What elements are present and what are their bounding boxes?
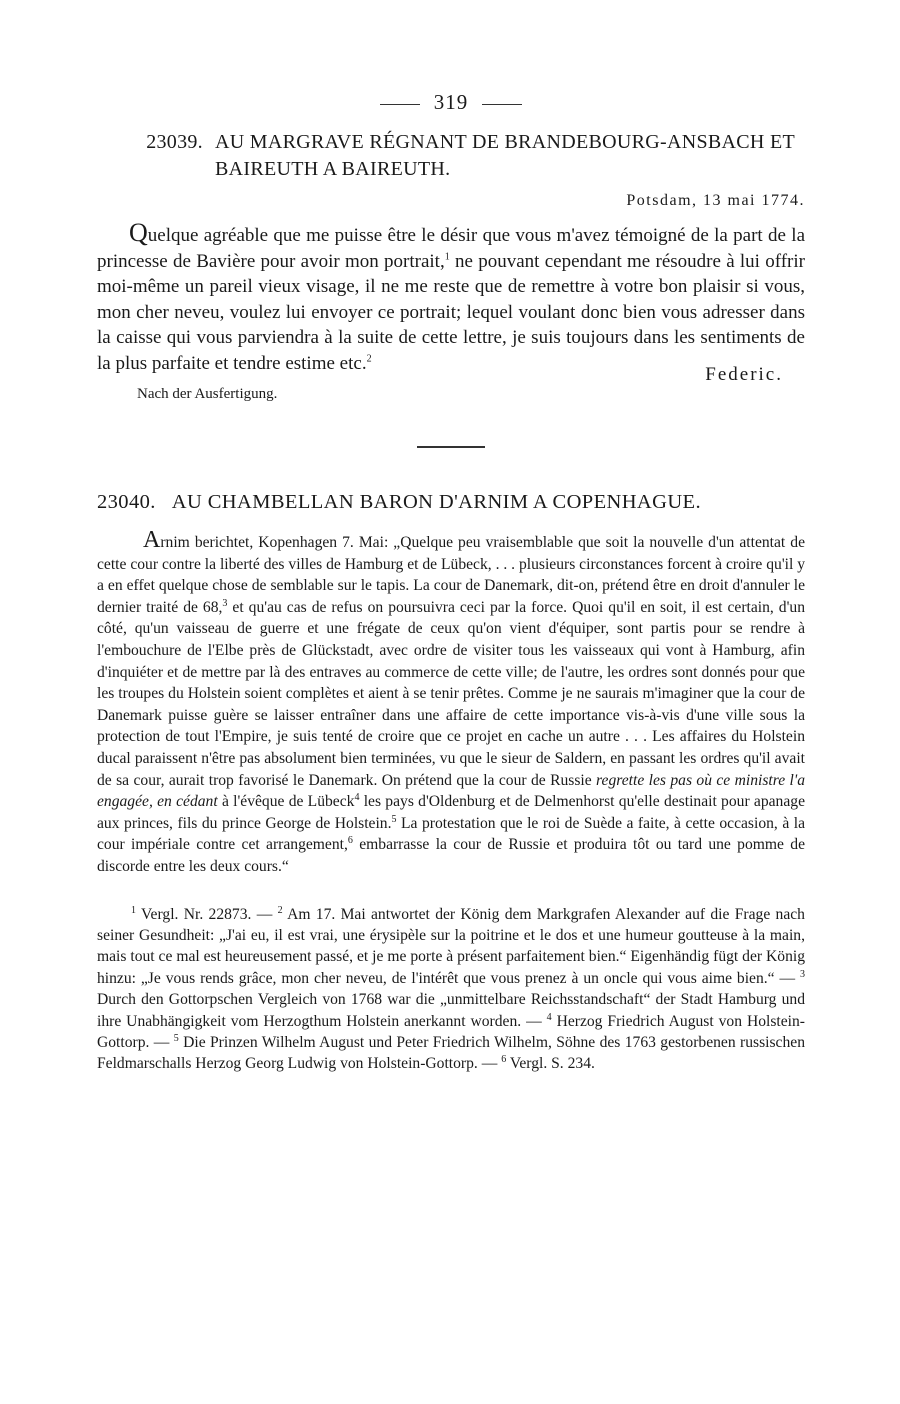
section2-text-italic: regrette les pas où ce ministre l'a engagée, en cédant	[97, 771, 805, 811]
section2-text-g: embarrasse la cour de Russie et produira tôt ou tard une pomme de discorde entre les deux cours.“	[97, 836, 806, 875]
footnote-2: Am 17. Mai antwortet der König dem Markgrafen Alexander auf die Frage nach seiner Gesundheit: „J'ai eu, il est vrai, une érysipèle sur la poitrine et le dos et une humeur goutteuse à la main, mais tout ce mal est heureusement passé, et je me porte à présent parfaitement bien.“ Eigenhändig fügt der König hinzu: „Je vous rends grâce, mon cher neveu, de l'intérêt que vous prenez à un oncle qui vous aime bien.“ —	[97, 905, 805, 987]
letter-text-part2: ne pouvant cependant me résoudre à lui offrir moi-même un pareil vieux visage, il ne me reste que de remettre à votre bon plaisir si vous, mon cher neveu, voulez lui envoyer ce portrait; lequel voulant donc bien vous adresser dans la caisse qui vous parviendra à la suite de cette lettre, je suis toujours dans les sentiments de la plus parfaite et tendre estime etc.	[97, 250, 805, 374]
letter-dateline: Potsdam, 13 mai 1774.	[626, 192, 805, 209]
footnote-4-mark: 4	[546, 1011, 552, 1023]
footnote-5: Die Prinzen Wilhelm August und Peter Friedrich Wilhelm, Söhne des 1763 gestorbenen russischen Feldmarschalls Herzog Georg Ludwig von Holstein-Gottorp. —	[97, 1033, 805, 1073]
page	[97, 84, 805, 1075]
footnotes	[97, 904, 805, 1075]
letter-closing	[97, 364, 805, 416]
section2-text-f: La protestation que le roi de Suède a faite, à cette occasion, à la cour impériale contre cet arrangement,	[97, 814, 805, 854]
signature: Federic.	[705, 364, 783, 385]
letter-number: 23039.	[146, 131, 203, 153]
footnote-6: Vergl. S. 234.	[506, 1055, 595, 1073]
footnote-5-mark: 5	[173, 1032, 179, 1044]
page-number-line	[97, 84, 805, 120]
source-note: Nach der Ausfertigung.	[137, 386, 278, 402]
footnote-ref-1: 1	[444, 251, 450, 263]
section2-text-a: rnim berichtet, Kopenhagen 7. Mai: „Quelque peu vraisemblable que soit la nouvelle d'un attentat de cette cour contre la liberté des villes de Hamburg et de Lübeck, . . . plusieurs circonstances forcent à croire qu'il y a en effet quelque chose de semblable sur le tapis. La cour de Danemark, dit-on, prétend être en droit d'annuler le dernier traité de 68,	[97, 534, 805, 616]
section2-number: 23040.	[97, 491, 156, 513]
section2-heading	[97, 488, 805, 516]
footnote-1-mark: 1	[131, 904, 136, 916]
section2-title: AU CHAMBELLAN BARON D'ARNIM A COPENHAGUE.	[171, 491, 701, 513]
section2-footnote-ref-3: 3	[222, 597, 228, 609]
section-divider	[417, 446, 485, 448]
section2-footnote-ref-5: 5	[391, 813, 397, 825]
page-number-dash-right	[482, 104, 522, 105]
letter-text-part1: uelque agréable que me puisse être le désir que vous m'avez témoigné de la part de la princesse de Bavière pour avoir mon portrait,	[97, 225, 805, 272]
letter-drop-initial: Q	[129, 218, 148, 247]
letter-body	[97, 220, 805, 376]
footnote-2-mark: 2	[277, 904, 283, 916]
section2-footnote-ref-4: 4	[354, 791, 360, 803]
footnote-ref-2: 2	[366, 353, 372, 365]
letter-title: AU MARGRAVE RÉGNANT DE BRANDEBOURG-ANSBACH ET BAIREUTH A BAIREUTH.	[215, 131, 795, 180]
section2-drop-initial: A	[143, 527, 161, 553]
section2-text-d: à l'évêque de Lübeck	[217, 793, 355, 811]
page-number: 319	[433, 90, 469, 114]
footnote-1: Vergl. Nr. 22873. —	[136, 905, 278, 923]
section2-text-e: les pays d'Oldenburg et de Delmenhorst qu'elle destinait pour apanage aux princes, fils du prince George de Holstein.	[97, 793, 805, 832]
footnote-4: Herzog Friedrich August von Holstein-Gottorp. —	[97, 1012, 805, 1051]
footnote-3: Durch den Gottorpschen Vergleich von 1768 war die „unmittelbare Reichsstandschaft“ der Stadt Hamburg und ihre Unabhängigkeit vom Herzogthum Holstein anerkannt worden. —	[97, 991, 805, 1030]
section2-body	[97, 527, 806, 878]
letter-heading	[97, 129, 805, 183]
footnote-6-mark: 6	[501, 1054, 507, 1066]
section2-text-b: et qu'au cas de refus on poursuivra ceci par la force. Quoi qu'il en soit, il est certain, d'un côté, qu'un vaisseau de guerre et une frégate de ceux qu'on vient d'équiper, sont partis pour se rendre à l'embouchure de l'Elbe près de Glückstadt, avec ordre de visiter tous les vaisseaux qui vont à Hamburg, afin d'inquiéter et de mettre par là des entraves au commerce de cette ville; de l'autre, les ordres sont donnés pour que les troupes du Holstein soient complètes et aient à se tenir prêtes. Comme je ne saurais m'imaginer que la cour de Danemark puisse guère se laisser entraîner dans une affaire de cette importance vis-à-vis d'une ville sous la protection de tout l'Empire, je suis tenté de croire que ce projet en cache un autre . . . Les affaires du Holstein ducal paraissent n'être pas absolument bien terminées, vu que le sieur de Saldern, en passant les ordres qu'il avait de sa cour, aurait trop favorisé le Danemark. On prétend que la cour de Russie	[97, 598, 806, 789]
page-number-dash-left	[380, 104, 420, 105]
section2-footnote-ref-6: 6	[347, 835, 353, 847]
footnote-3-mark: 3	[800, 968, 805, 980]
